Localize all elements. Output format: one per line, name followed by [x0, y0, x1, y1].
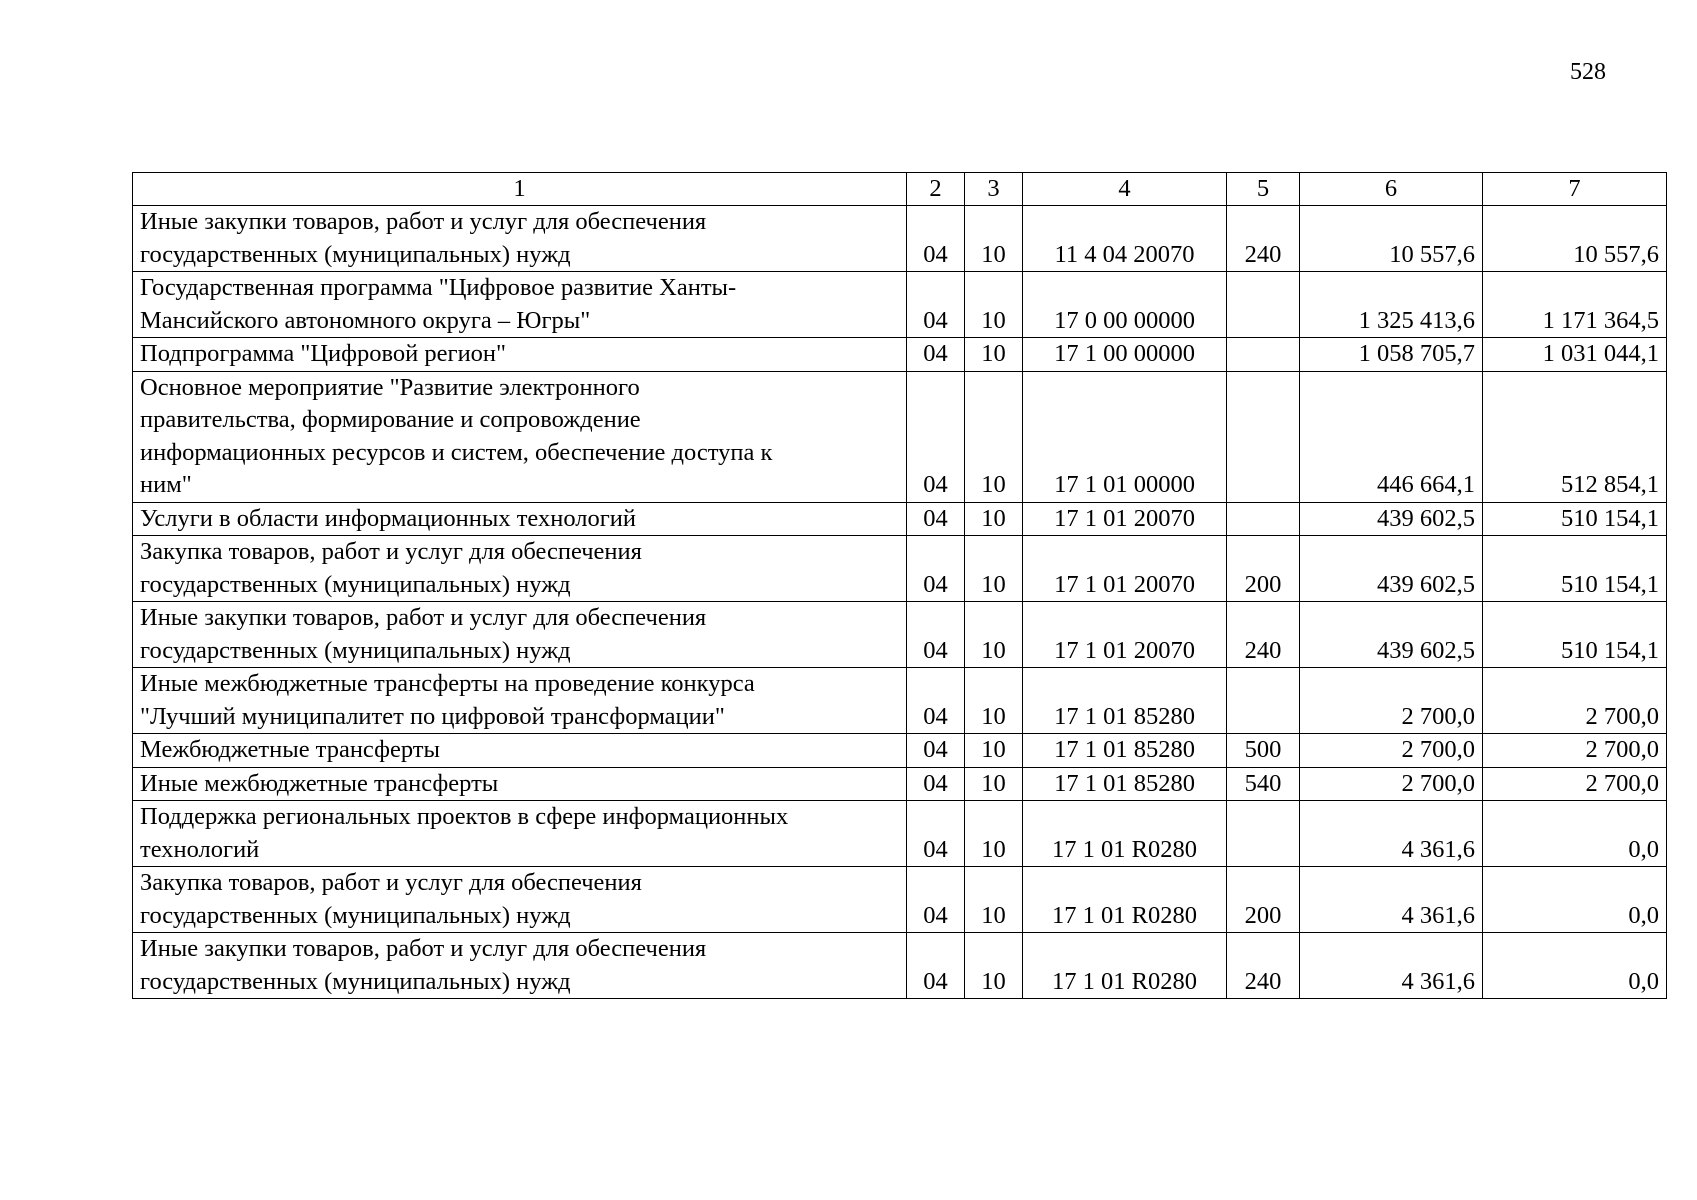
row-section: 04 [907, 767, 965, 801]
table-row [133, 602, 1667, 668]
row-subsection: 10 [965, 801, 1023, 867]
row-amount-col6: 439 602,5 [1300, 536, 1483, 602]
budget-table [132, 172, 1667, 999]
row-section: 04 [907, 338, 965, 372]
row-name: Государственная программа "Цифровое развитие Ханты- Мансийского автономного округа – Югры" [133, 272, 907, 338]
row-amount-col6: 4 361,6 [1300, 801, 1483, 867]
row-amount-col6: 2 700,0 [1300, 734, 1483, 768]
row-section: 04 [907, 371, 965, 502]
row-code: 17 1 01 R0280 [1023, 801, 1227, 867]
row-expense-type [1227, 272, 1300, 338]
row-expense-type: 540 [1227, 767, 1300, 801]
row-subsection: 10 [965, 371, 1023, 502]
row-amount-col7: 1 031 044,1 [1483, 338, 1667, 372]
row-amount-col7: 0,0 [1483, 933, 1667, 999]
table-row [133, 371, 1667, 502]
row-name: Закупка товаров, работ и услуг для обеспечения государственных (муниципальных) нужд [133, 536, 907, 602]
table-row [133, 734, 1667, 768]
row-code: 17 1 01 R0280 [1023, 933, 1227, 999]
row-section: 04 [907, 272, 965, 338]
row-amount-col7: 510 154,1 [1483, 536, 1667, 602]
row-amount-col6: 2 700,0 [1300, 668, 1483, 734]
row-name: Подпрограмма "Цифровой регион" [133, 338, 907, 372]
row-name: Поддержка региональных проектов в сфере информационных технологий [133, 801, 907, 867]
row-amount-col6: 2 700,0 [1300, 767, 1483, 801]
row-name: Услуги в области информационных технологий [133, 502, 907, 536]
header-col-5: 5 [1227, 173, 1300, 206]
row-code: 17 1 01 20070 [1023, 502, 1227, 536]
row-subsection: 10 [965, 668, 1023, 734]
row-code: 17 1 01 85280 [1023, 734, 1227, 768]
row-subsection: 10 [965, 502, 1023, 536]
row-amount-col6: 439 602,5 [1300, 502, 1483, 536]
table-row [133, 767, 1667, 801]
row-code: 17 0 00 00000 [1023, 272, 1227, 338]
table-row [133, 206, 1667, 272]
header-col-2: 2 [907, 173, 965, 206]
row-expense-type: 200 [1227, 536, 1300, 602]
row-amount-col6: 446 664,1 [1300, 371, 1483, 502]
row-subsection: 10 [965, 767, 1023, 801]
table-row [133, 536, 1667, 602]
header-col-4: 4 [1023, 173, 1227, 206]
row-amount-col7: 0,0 [1483, 801, 1667, 867]
row-expense-type [1227, 338, 1300, 372]
table-row [133, 933, 1667, 999]
row-expense-type: 240 [1227, 206, 1300, 272]
row-name: Иные закупки товаров, работ и услуг для обеспечения государственных (муниципальных) нужд [133, 602, 907, 668]
row-section: 04 [907, 502, 965, 536]
header-col-7: 7 [1483, 173, 1667, 206]
row-amount-col7: 2 700,0 [1483, 767, 1667, 801]
row-code: 17 1 01 00000 [1023, 371, 1227, 502]
row-code: 17 1 01 85280 [1023, 767, 1227, 801]
row-name: Закупка товаров, работ и услуг для обеспечения государственных (муниципальных) нужд [133, 867, 907, 933]
row-section: 04 [907, 602, 965, 668]
row-section: 04 [907, 734, 965, 768]
row-expense-type [1227, 371, 1300, 502]
header-col-3: 3 [965, 173, 1023, 206]
row-amount-col6: 4 361,6 [1300, 867, 1483, 933]
header-col-1: 1 [133, 173, 907, 206]
row-section: 04 [907, 933, 965, 999]
row-subsection: 10 [965, 338, 1023, 372]
row-subsection: 10 [965, 602, 1023, 668]
row-name: Иные закупки товаров, работ и услуг для обеспечения государственных (муниципальных) нужд [133, 206, 907, 272]
row-code: 11 4 04 20070 [1023, 206, 1227, 272]
row-code: 17 1 01 85280 [1023, 668, 1227, 734]
table-row [133, 502, 1667, 536]
row-amount-col7: 512 854,1 [1483, 371, 1667, 502]
table-row [133, 668, 1667, 734]
table-row [133, 867, 1667, 933]
row-name: Иные закупки товаров, работ и услуг для обеспечения государственных (муниципальных) нужд [133, 933, 907, 999]
row-amount-col6: 10 557,6 [1300, 206, 1483, 272]
row-name: Иные межбюджетные трансферты [133, 767, 907, 801]
row-section: 04 [907, 206, 965, 272]
row-amount-col7: 510 154,1 [1483, 602, 1667, 668]
row-subsection: 10 [965, 536, 1023, 602]
row-amount-col6: 439 602,5 [1300, 602, 1483, 668]
row-name: Иные межбюджетные трансферты на проведение конкурса "Лучший муниципалитет по цифровой трансформации" [133, 668, 907, 734]
table-row [133, 338, 1667, 372]
page-number: 528 [1570, 59, 1606, 85]
row-section: 04 [907, 536, 965, 602]
table-row [133, 801, 1667, 867]
row-amount-col7: 0,0 [1483, 867, 1667, 933]
row-code: 17 1 00 00000 [1023, 338, 1227, 372]
row-amount-col6: 1 058 705,7 [1300, 338, 1483, 372]
row-code: 17 1 01 20070 [1023, 536, 1227, 602]
row-subsection: 10 [965, 933, 1023, 999]
row-subsection: 10 [965, 867, 1023, 933]
row-code: 17 1 01 20070 [1023, 602, 1227, 668]
row-amount-col7: 510 154,1 [1483, 502, 1667, 536]
row-subsection: 10 [965, 272, 1023, 338]
row-section: 04 [907, 668, 965, 734]
row-amount-col7: 2 700,0 [1483, 668, 1667, 734]
row-expense-type [1227, 502, 1300, 536]
row-amount-col6: 4 361,6 [1300, 933, 1483, 999]
row-expense-type: 240 [1227, 933, 1300, 999]
table-header-row [133, 173, 1667, 206]
row-code: 17 1 01 R0280 [1023, 867, 1227, 933]
row-section: 04 [907, 801, 965, 867]
row-name: Основное мероприятие "Развитие электронного правительства, формирование и сопровождение информационных ресурсов и систем, обеспечение доступа к ним" [133, 371, 907, 502]
row-amount-col7: 2 700,0 [1483, 734, 1667, 768]
row-amount-col7: 1 171 364,5 [1483, 272, 1667, 338]
table-row [133, 272, 1667, 338]
row-expense-type [1227, 668, 1300, 734]
header-col-6: 6 [1300, 173, 1483, 206]
row-name: Межбюджетные трансферты [133, 734, 907, 768]
row-section: 04 [907, 867, 965, 933]
row-expense-type [1227, 801, 1300, 867]
row-subsection: 10 [965, 734, 1023, 768]
row-amount-col6: 1 325 413,6 [1300, 272, 1483, 338]
row-expense-type: 240 [1227, 602, 1300, 668]
row-amount-col7: 10 557,6 [1483, 206, 1667, 272]
row-expense-type: 200 [1227, 867, 1300, 933]
row-subsection: 10 [965, 206, 1023, 272]
row-expense-type: 500 [1227, 734, 1300, 768]
